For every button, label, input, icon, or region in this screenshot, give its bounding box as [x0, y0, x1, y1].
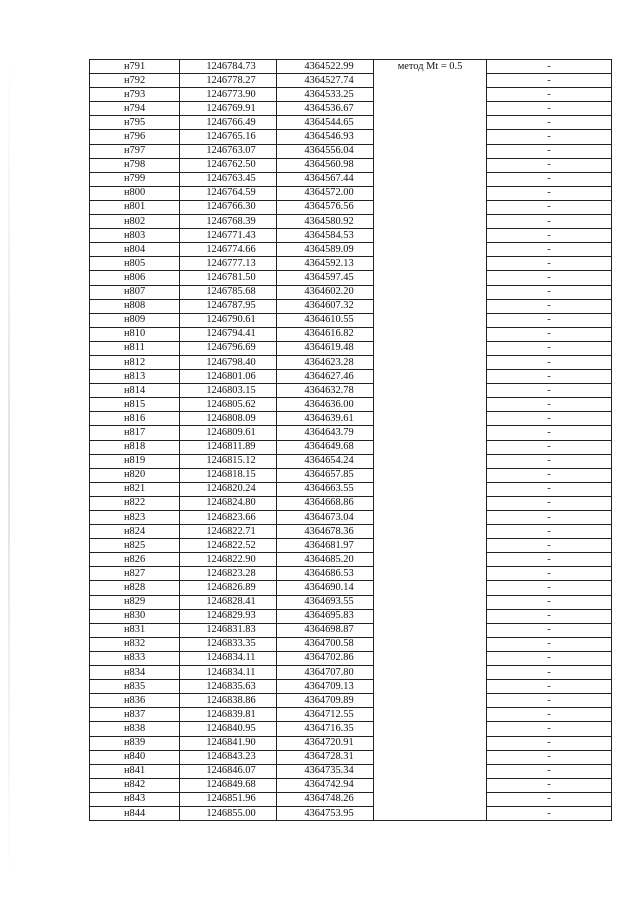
table-row — [90, 750, 612, 764]
y-coordinate-cell: 4364607.32 — [277, 299, 374, 313]
dash-cell: - — [487, 651, 612, 665]
x-coordinate-cell: 1246834.11 — [180, 651, 277, 665]
point-name-cell: н833 — [90, 651, 180, 665]
x-coordinate-cell: 1246763.45 — [180, 172, 277, 186]
dash-cell: - — [487, 595, 612, 609]
y-coordinate-cell: 4364673.04 — [277, 511, 374, 525]
point-name-cell: н835 — [90, 680, 180, 694]
dash-cell: - — [487, 313, 612, 327]
table-row — [90, 384, 612, 398]
table-row — [90, 355, 612, 369]
dash-cell: - — [487, 567, 612, 581]
point-name-cell: н841 — [90, 764, 180, 778]
table-row — [90, 525, 612, 539]
table-row — [90, 102, 612, 116]
dash-cell: - — [487, 806, 612, 820]
y-coordinate-cell: 4364639.61 — [277, 412, 374, 426]
table-row — [90, 60, 612, 74]
dash-cell: - — [487, 581, 612, 595]
x-coordinate-cell: 1246768.39 — [180, 215, 277, 229]
point-name-cell: н830 — [90, 609, 180, 623]
table-row — [90, 285, 612, 299]
x-coordinate-cell: 1246833.35 — [180, 637, 277, 651]
table-row — [90, 722, 612, 736]
x-coordinate-cell: 1246823.28 — [180, 567, 277, 581]
dash-cell: - — [487, 694, 612, 708]
point-name-cell: н822 — [90, 496, 180, 510]
table-row — [90, 398, 612, 412]
dash-cell: - — [487, 511, 612, 525]
x-coordinate-cell: 1246781.50 — [180, 271, 277, 285]
y-coordinate-cell: 4364546.93 — [277, 130, 374, 144]
y-coordinate-cell: 4364602.20 — [277, 285, 374, 299]
x-coordinate-cell: 1246815.12 — [180, 454, 277, 468]
point-name-cell: н797 — [90, 144, 180, 158]
point-name-cell: н823 — [90, 511, 180, 525]
y-coordinate-cell: 4364681.97 — [277, 539, 374, 553]
point-name-cell: н824 — [90, 525, 180, 539]
table-row — [90, 313, 612, 327]
dash-cell: - — [487, 88, 612, 102]
table-row — [90, 666, 612, 680]
dash-cell: - — [487, 750, 612, 764]
point-name-cell: н806 — [90, 271, 180, 285]
x-coordinate-cell: 1246790.61 — [180, 313, 277, 327]
x-coordinate-cell: 1246766.30 — [180, 200, 277, 214]
x-coordinate-cell: 1246784.73 — [180, 60, 277, 74]
table-row — [90, 412, 612, 426]
x-coordinate-cell: 1246805.62 — [180, 398, 277, 412]
point-name-cell: н826 — [90, 553, 180, 567]
table-row — [90, 792, 612, 806]
x-coordinate-cell: 1246778.27 — [180, 74, 277, 88]
table-row — [90, 257, 612, 271]
dash-cell: - — [487, 454, 612, 468]
point-name-cell: н808 — [90, 299, 180, 313]
table-row — [90, 637, 612, 651]
table-row — [90, 116, 612, 130]
table-row — [90, 426, 612, 440]
y-coordinate-cell: 4364592.13 — [277, 257, 374, 271]
y-coordinate-cell: 4364533.25 — [277, 88, 374, 102]
dash-cell: - — [487, 116, 612, 130]
dash-cell: - — [487, 426, 612, 440]
point-name-cell: н818 — [90, 440, 180, 454]
x-coordinate-cell: 1246823.66 — [180, 511, 277, 525]
x-coordinate-cell: 1246787.95 — [180, 299, 277, 313]
y-coordinate-cell: 4364657.85 — [277, 468, 374, 482]
x-coordinate-cell: 1246822.71 — [180, 525, 277, 539]
dash-cell: - — [487, 539, 612, 553]
x-coordinate-cell: 1246796.69 — [180, 341, 277, 355]
y-coordinate-cell: 4364589.09 — [277, 243, 374, 257]
y-coordinate-cell: 4364597.45 — [277, 271, 374, 285]
table-row — [90, 764, 612, 778]
dash-cell: - — [487, 384, 612, 398]
point-name-cell: н840 — [90, 750, 180, 764]
y-coordinate-cell: 4364616.82 — [277, 327, 374, 341]
y-coordinate-cell: 4364576.56 — [277, 200, 374, 214]
y-coordinate-cell: 4364712.55 — [277, 708, 374, 722]
point-name-cell: н800 — [90, 186, 180, 200]
table-row — [90, 778, 612, 792]
x-coordinate-cell: 1246826.89 — [180, 581, 277, 595]
table-row — [90, 370, 612, 384]
table-row — [90, 158, 612, 172]
dash-cell: - — [487, 778, 612, 792]
method-cell: метод Mt = 0.5 — [374, 60, 487, 821]
dash-cell: - — [487, 440, 612, 454]
y-coordinate-cell: 4364720.91 — [277, 736, 374, 750]
x-coordinate-cell: 1246763.07 — [180, 144, 277, 158]
table-row — [90, 539, 612, 553]
dash-cell: - — [487, 680, 612, 694]
point-name-cell: н794 — [90, 102, 180, 116]
table-row — [90, 595, 612, 609]
point-name-cell: н832 — [90, 637, 180, 651]
y-coordinate-cell: 4364610.55 — [277, 313, 374, 327]
dash-cell: - — [487, 398, 612, 412]
y-coordinate-cell: 4364556.04 — [277, 144, 374, 158]
x-coordinate-cell: 1246824.80 — [180, 496, 277, 510]
dash-cell: - — [487, 341, 612, 355]
point-name-cell: н814 — [90, 384, 180, 398]
y-coordinate-cell: 4364709.13 — [277, 680, 374, 694]
y-coordinate-cell: 4364735.34 — [277, 764, 374, 778]
y-coordinate-cell: 4364572.00 — [277, 186, 374, 200]
point-name-cell: н795 — [90, 116, 180, 130]
table-row — [90, 454, 612, 468]
table-row — [90, 609, 612, 623]
point-name-cell: н803 — [90, 229, 180, 243]
table-row — [90, 581, 612, 595]
dash-cell: - — [487, 525, 612, 539]
x-coordinate-cell: 1246811.89 — [180, 440, 277, 454]
dash-cell: - — [487, 215, 612, 229]
dash-cell: - — [487, 257, 612, 271]
point-name-cell: н820 — [90, 468, 180, 482]
dash-cell: - — [487, 609, 612, 623]
dash-cell: - — [487, 666, 612, 680]
y-coordinate-cell: 4364698.87 — [277, 623, 374, 637]
x-coordinate-cell: 1246798.40 — [180, 355, 277, 369]
point-name-cell: н805 — [90, 257, 180, 271]
table-row — [90, 327, 612, 341]
y-coordinate-cell: 4364700.58 — [277, 637, 374, 651]
point-name-cell: н842 — [90, 778, 180, 792]
y-coordinate-cell: 4364627.46 — [277, 370, 374, 384]
table-row — [90, 144, 612, 158]
x-coordinate-cell: 1246809.61 — [180, 426, 277, 440]
y-coordinate-cell: 4364748.26 — [277, 792, 374, 806]
table-row — [90, 215, 612, 229]
point-name-cell: н811 — [90, 341, 180, 355]
table-row — [90, 567, 612, 581]
point-name-cell: н831 — [90, 623, 180, 637]
dash-cell: - — [487, 708, 612, 722]
table-row — [90, 440, 612, 454]
y-coordinate-cell: 4364584.53 — [277, 229, 374, 243]
dash-cell: - — [487, 722, 612, 736]
table-row — [90, 708, 612, 722]
dash-cell: - — [487, 200, 612, 214]
dash-cell: - — [487, 102, 612, 116]
point-name-cell: н828 — [90, 581, 180, 595]
dash-cell: - — [487, 327, 612, 341]
table-row — [90, 511, 612, 525]
dash-cell: - — [487, 792, 612, 806]
point-name-cell: н793 — [90, 88, 180, 102]
point-name-cell: н809 — [90, 313, 180, 327]
point-name-cell: н821 — [90, 482, 180, 496]
x-coordinate-cell: 1246831.83 — [180, 623, 277, 637]
y-coordinate-cell: 4364707.80 — [277, 666, 374, 680]
point-name-cell: н815 — [90, 398, 180, 412]
dash-cell: - — [487, 468, 612, 482]
dash-cell: - — [487, 355, 612, 369]
point-name-cell: н834 — [90, 666, 180, 680]
y-coordinate-cell: 4364623.28 — [277, 355, 374, 369]
x-coordinate-cell: 1246841.90 — [180, 736, 277, 750]
table-row — [90, 200, 612, 214]
coordinates-table-body — [90, 60, 612, 821]
table-row — [90, 186, 612, 200]
point-name-cell: н827 — [90, 567, 180, 581]
dash-cell: - — [487, 370, 612, 384]
point-name-cell: н819 — [90, 454, 180, 468]
x-coordinate-cell: 1246808.09 — [180, 412, 277, 426]
y-coordinate-cell: 4364709.89 — [277, 694, 374, 708]
x-coordinate-cell: 1246762.50 — [180, 158, 277, 172]
x-coordinate-cell: 1246801.06 — [180, 370, 277, 384]
x-coordinate-cell: 1246839.81 — [180, 708, 277, 722]
point-name-cell: н837 — [90, 708, 180, 722]
x-coordinate-cell: 1246820.24 — [180, 482, 277, 496]
table-row — [90, 553, 612, 567]
y-coordinate-cell: 4364685.20 — [277, 553, 374, 567]
table-row — [90, 299, 612, 313]
point-name-cell: н829 — [90, 595, 180, 609]
x-coordinate-cell: 1246849.68 — [180, 778, 277, 792]
dash-cell: - — [487, 637, 612, 651]
dash-cell: - — [487, 482, 612, 496]
x-coordinate-cell: 1246822.52 — [180, 539, 277, 553]
y-coordinate-cell: 4364649.68 — [277, 440, 374, 454]
point-name-cell: н799 — [90, 172, 180, 186]
y-coordinate-cell: 4364690.14 — [277, 581, 374, 595]
x-coordinate-cell: 1246828.41 — [180, 595, 277, 609]
y-coordinate-cell: 4364742.94 — [277, 778, 374, 792]
x-coordinate-cell: 1246765.16 — [180, 130, 277, 144]
point-name-cell: н816 — [90, 412, 180, 426]
x-coordinate-cell: 1246818.15 — [180, 468, 277, 482]
dash-cell: - — [487, 553, 612, 567]
x-coordinate-cell: 1246835.63 — [180, 680, 277, 694]
point-name-cell: н807 — [90, 285, 180, 299]
point-name-cell: н817 — [90, 426, 180, 440]
table-row — [90, 496, 612, 510]
point-name-cell: н813 — [90, 370, 180, 384]
table-row — [90, 680, 612, 694]
table-row — [90, 130, 612, 144]
table-row — [90, 271, 612, 285]
point-name-cell: н810 — [90, 327, 180, 341]
dash-cell: - — [487, 158, 612, 172]
dash-cell: - — [487, 186, 612, 200]
x-coordinate-cell: 1246803.15 — [180, 384, 277, 398]
scan-edge-mark — [8, 60, 10, 880]
x-coordinate-cell: 1246785.68 — [180, 285, 277, 299]
point-name-cell: н798 — [90, 158, 180, 172]
y-coordinate-cell: 4364702.86 — [277, 651, 374, 665]
point-name-cell: н836 — [90, 694, 180, 708]
dash-cell: - — [487, 144, 612, 158]
dash-cell: - — [487, 229, 612, 243]
point-name-cell: н802 — [90, 215, 180, 229]
y-coordinate-cell: 4364693.55 — [277, 595, 374, 609]
dash-cell: - — [487, 271, 612, 285]
y-coordinate-cell: 4364663.55 — [277, 482, 374, 496]
table-row — [90, 88, 612, 102]
y-coordinate-cell: 4364567.44 — [277, 172, 374, 186]
x-coordinate-cell: 1246769.91 — [180, 102, 277, 116]
table-row — [90, 172, 612, 186]
y-coordinate-cell: 4364716.35 — [277, 722, 374, 736]
dash-cell: - — [487, 412, 612, 426]
x-coordinate-cell: 1246855.00 — [180, 806, 277, 820]
x-coordinate-cell: 1246777.13 — [180, 257, 277, 271]
point-name-cell: н839 — [90, 736, 180, 750]
dash-cell: - — [487, 243, 612, 257]
x-coordinate-cell: 1246773.90 — [180, 88, 277, 102]
y-coordinate-cell: 4364522.99 — [277, 60, 374, 74]
y-coordinate-cell: 4364654.24 — [277, 454, 374, 468]
table-row — [90, 229, 612, 243]
table-row — [90, 651, 612, 665]
point-name-cell: н825 — [90, 539, 180, 553]
dash-cell: - — [487, 299, 612, 313]
y-coordinate-cell: 4364619.48 — [277, 341, 374, 355]
table-row — [90, 736, 612, 750]
point-name-cell: н843 — [90, 792, 180, 806]
x-coordinate-cell: 1246771.43 — [180, 229, 277, 243]
dash-cell: - — [487, 764, 612, 778]
y-coordinate-cell: 4364632.78 — [277, 384, 374, 398]
point-name-cell: н812 — [90, 355, 180, 369]
y-coordinate-cell: 4364678.36 — [277, 525, 374, 539]
x-coordinate-cell: 1246822.90 — [180, 553, 277, 567]
x-coordinate-cell: 1246764.59 — [180, 186, 277, 200]
x-coordinate-cell: 1246829.93 — [180, 609, 277, 623]
dash-cell: - — [487, 285, 612, 299]
x-coordinate-cell: 1246840.95 — [180, 722, 277, 736]
x-coordinate-cell: 1246834.11 — [180, 666, 277, 680]
x-coordinate-cell: 1246846.07 — [180, 764, 277, 778]
x-coordinate-cell: 1246838.86 — [180, 694, 277, 708]
y-coordinate-cell: 4364580.92 — [277, 215, 374, 229]
table-row — [90, 482, 612, 496]
table-row — [90, 623, 612, 637]
x-coordinate-cell: 1246843.23 — [180, 750, 277, 764]
x-coordinate-cell: 1246766.49 — [180, 116, 277, 130]
y-coordinate-cell: 4364560.98 — [277, 158, 374, 172]
y-coordinate-cell: 4364668.86 — [277, 496, 374, 510]
y-coordinate-cell: 4364728.31 — [277, 750, 374, 764]
table-row — [90, 468, 612, 482]
x-coordinate-cell: 1246851.96 — [180, 792, 277, 806]
y-coordinate-cell: 4364695.83 — [277, 609, 374, 623]
dash-cell: - — [487, 496, 612, 510]
dash-cell: - — [487, 736, 612, 750]
table-row — [90, 74, 612, 88]
point-name-cell: н791 — [90, 60, 180, 74]
dash-cell: - — [487, 623, 612, 637]
y-coordinate-cell: 4364544.65 — [277, 116, 374, 130]
y-coordinate-cell: 4364753.95 — [277, 806, 374, 820]
point-name-cell: н801 — [90, 200, 180, 214]
point-name-cell: н838 — [90, 722, 180, 736]
dash-cell: - — [487, 74, 612, 88]
y-coordinate-cell: 4364686.53 — [277, 567, 374, 581]
y-coordinate-cell: 4364527.74 — [277, 74, 374, 88]
point-name-cell: н804 — [90, 243, 180, 257]
point-name-cell: н792 — [90, 74, 180, 88]
x-coordinate-cell: 1246794.41 — [180, 327, 277, 341]
point-name-cell: н796 — [90, 130, 180, 144]
table-row — [90, 243, 612, 257]
y-coordinate-cell: 4364643.79 — [277, 426, 374, 440]
dash-cell: - — [487, 60, 612, 74]
y-coordinate-cell: 4364536.67 — [277, 102, 374, 116]
dash-cell: - — [487, 172, 612, 186]
table-row — [90, 806, 612, 820]
table-row — [90, 341, 612, 355]
x-coordinate-cell: 1246774.66 — [180, 243, 277, 257]
coordinates-table — [89, 59, 612, 821]
point-name-cell: н844 — [90, 806, 180, 820]
dash-cell: - — [487, 130, 612, 144]
y-coordinate-cell: 4364636.00 — [277, 398, 374, 412]
table-row — [90, 694, 612, 708]
